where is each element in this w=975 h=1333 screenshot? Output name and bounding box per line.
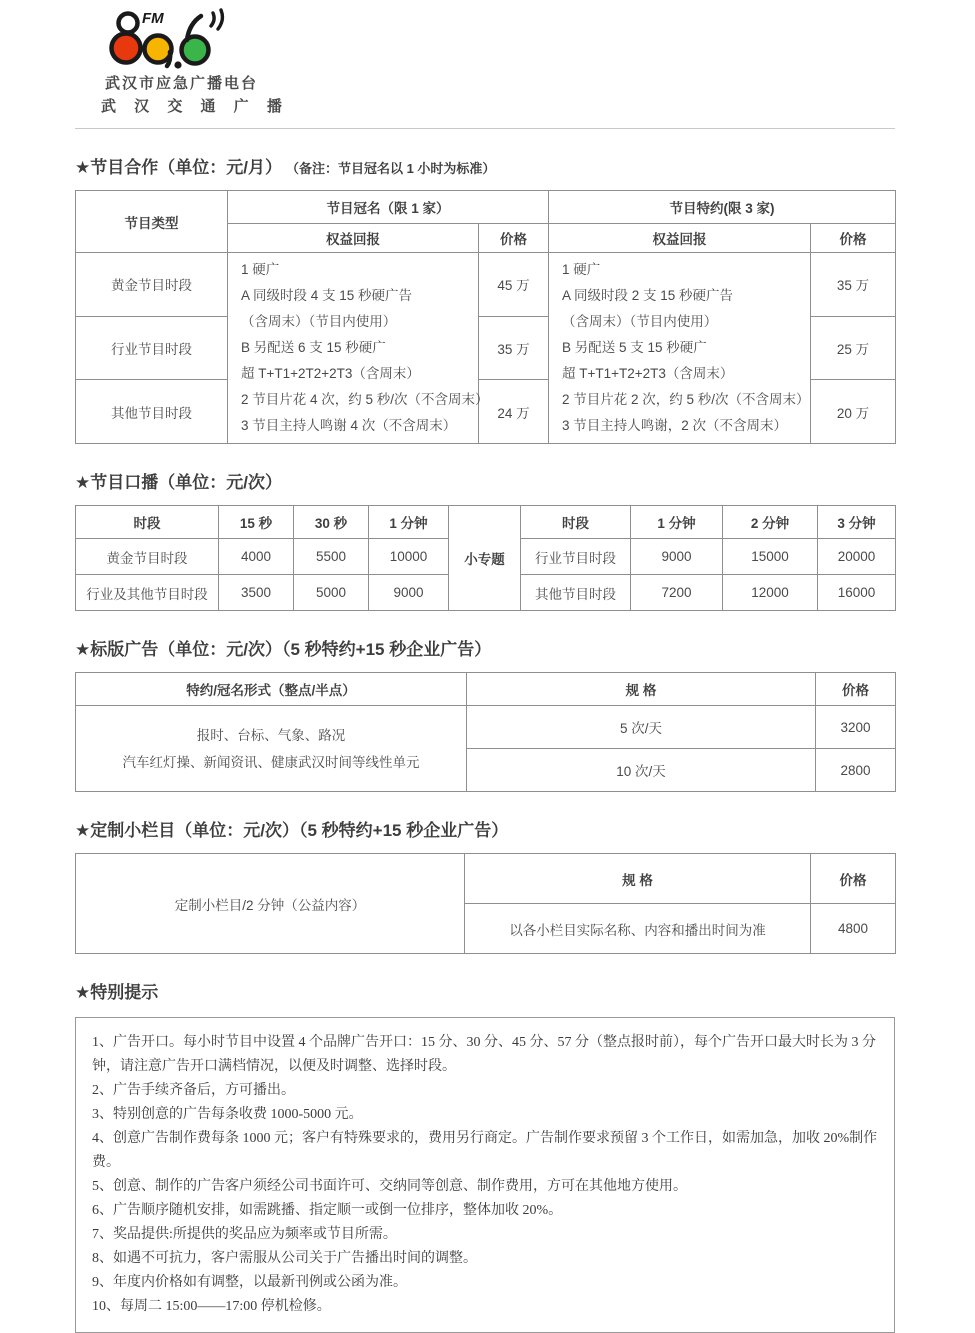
section-program-oral-title-row [75, 468, 895, 493]
special-price-header: 价格 [811, 224, 896, 253]
benefit-line: B 另配送 6 支 15 秒硬广 [241, 340, 386, 355]
custom-spec-value: 以各小栏目实际名称、内容和播出时间为准 [465, 904, 811, 954]
program-type-other: 其他节目时段 [76, 380, 228, 444]
note-item-10: 10、每周二 15:00——17:00 停机检修。 [92, 1299, 331, 1314]
special-benefit-header: 权益回报 [549, 224, 811, 253]
logo-digit9-yellow-circle [145, 36, 172, 63]
station-header [85, 0, 895, 116]
benefit-line: 超 T+T1+T2+2T3（含周末） [562, 366, 734, 381]
fm896-logo-icon [85, 8, 235, 70]
custom-spec-header: 规 格 [465, 854, 811, 904]
oral-middle-label: 小专题 [449, 506, 521, 611]
naming-price-gold: 45 万 [479, 253, 549, 317]
custom-column-left-label: 定制小栏目/2 分钟（公益内容） [76, 854, 465, 954]
oral-right-header-1min: 1 分钟 [631, 506, 723, 539]
section-standard-ad-title-row [75, 635, 895, 660]
naming-price-industry: 35 万 [479, 316, 549, 380]
table-row [76, 706, 896, 749]
standard-form-line1: 报时、台标、气象、路况 [196, 727, 346, 743]
benefit-line: A 同级时段 2 支 15 秒硬广告 [562, 288, 734, 303]
oral-left-header-15s: 15 秒 [219, 506, 294, 539]
oral-cell: 行业节目时段 [521, 539, 631, 575]
custom-price-header: 价格 [811, 854, 896, 904]
benefit-line: 2 节目片花 2 次，约 5 秒/次（不含周末） [562, 392, 810, 407]
oral-cell: 7200 [631, 575, 723, 611]
oral-left-header-1min: 1 分钟 [369, 506, 449, 539]
custom-price-value: 4800 [811, 904, 896, 954]
standard-spec-header: 规 格 [467, 673, 816, 706]
notes-title: ★特别提示 [75, 983, 159, 1002]
benefit-line: 2 节目片花 4 次，约 5 秒/次（不含周末） [241, 392, 489, 407]
section-custom-column-title-row [75, 816, 895, 841]
oral-cell: 3500 [219, 575, 294, 611]
note-item-9: 9、年度内价格如有调整，以最新刊例或公函为准。 [92, 1275, 407, 1290]
standard-form-cell [76, 706, 467, 792]
oral-left-header-slot: 时段 [76, 506, 219, 539]
logo-wave2-icon [218, 10, 222, 29]
special-benefits-cell [549, 253, 811, 444]
note-item-2: 2、广告手续齐备后，方可播出。 [92, 1083, 295, 1098]
oral-cell: 9000 [631, 539, 723, 575]
benefit-line: 超 T+T1+2T2+2T3（含周末） [241, 366, 420, 381]
program-coop-table [75, 190, 896, 444]
oral-cell: 5500 [294, 539, 369, 575]
special-price-gold: 35 万 [811, 253, 896, 317]
logo-decimal-dot [174, 61, 181, 68]
header-divider [75, 128, 895, 129]
col-header-naming: 节目冠名（限 1 家） [228, 191, 549, 224]
logo-fm-text: FM [142, 10, 164, 27]
oral-right-header-3min: 3 分钟 [818, 506, 896, 539]
custom-column-table [75, 853, 896, 954]
oral-cell: 20000 [818, 539, 896, 575]
special-price-other: 20 万 [811, 380, 896, 444]
program-type-gold: 黄金节目时段 [76, 253, 228, 317]
standard-price-10: 2800 [816, 749, 896, 792]
naming-price-header: 价格 [479, 224, 549, 253]
oral-cell: 10000 [369, 539, 449, 575]
col-header-special: 节目特约(限 3 家) [549, 191, 896, 224]
page-content [75, 0, 895, 1333]
oral-left-header-30s: 30 秒 [294, 506, 369, 539]
note-item-5: 5、创意、制作的广告客户须经公司书面许可、交纳同等创意、制作费用，方可在其他地方使用。 [92, 1179, 687, 1194]
oral-cell: 黄金节目时段 [76, 539, 219, 575]
standard-spec-5: 5 次/天 [467, 706, 816, 749]
program-oral-title: ★节目口播（单位：元/次） [75, 473, 282, 492]
benefit-line: 1 硬广 [562, 262, 601, 277]
oral-right-header-2min: 2 分钟 [723, 506, 818, 539]
benefit-line: （含周末）（节目内使用） [241, 314, 397, 329]
standard-ad-table [75, 672, 896, 792]
special-notes-box [75, 1017, 895, 1333]
benefit-line: B 另配送 5 支 15 秒硬广 [562, 340, 707, 355]
benefit-line: 3 节目主持人鸣谢，2 次（不含周末） [562, 418, 788, 433]
naming-price-other: 24 万 [479, 380, 549, 444]
station-name-line1: 武汉市应急广播电台 [105, 75, 259, 92]
benefit-line: 1 硬广 [241, 262, 280, 277]
custom-column-title: ★定制小栏目（单位：元/次）（5 秒特约+15 秒企业广告） [75, 821, 509, 840]
logo-digit8-top-ring [119, 14, 138, 33]
note-item-7: 7、奖品提供:所提供的奖品应为频率或节目所需。 [92, 1227, 397, 1242]
program-coop-title: ★节目合作（单位：元/月） [75, 158, 282, 177]
program-oral-table [75, 505, 896, 611]
special-price-industry: 25 万 [811, 316, 896, 380]
standard-spec-10: 10 次/天 [467, 749, 816, 792]
benefit-line: （含周末）（节目内使用） [562, 314, 718, 329]
standard-price-5: 3200 [816, 706, 896, 749]
table-row [76, 253, 896, 317]
logo-digit8-red-circle [112, 34, 141, 63]
note-item-8: 8、如遇不可抗力，客户需服从公司关于广告播出时间的调整。 [92, 1251, 477, 1266]
section-notes-title-row [75, 978, 895, 1003]
note-item-3: 3、特别创意的广告每条收费 1000-5000 元。 [92, 1107, 363, 1122]
naming-benefits-cell [228, 253, 489, 444]
program-coop-subnote: （备注：节目冠名以 1 小时为标准） [285, 161, 496, 176]
oral-cell: 其他节目时段 [521, 575, 631, 611]
benefit-line: 3 节目主持人鸣谢 4 次（不含周末） [241, 418, 457, 433]
program-type-industry: 行业节目时段 [76, 316, 228, 380]
naming-benefit-header: 权益回报 [228, 224, 479, 253]
oral-cell: 12000 [723, 575, 818, 611]
oral-cell: 5000 [294, 575, 369, 611]
standard-price-header: 价格 [816, 673, 896, 706]
note-item-4: 4、创意广告制作费每条 1000 元；客户有特殊要求的，费用另行商定。广告制作要求预留 3 个工作日，如需加急，加收 20%制作费。 [92, 1131, 878, 1170]
oral-cell: 行业及其他节目时段 [76, 575, 219, 611]
logo-wave1-icon [211, 13, 214, 26]
standard-form-header: 特约/冠名形式（整点/半点） [76, 673, 467, 706]
note-item-6: 6、广告顺序随机安排，如需跳播、指定顺一或倒一位排序，整体加收 20%。 [92, 1203, 563, 1218]
standard-form-line2: 汽车红灯操、新闻资讯、健康武汉时间等线性单元 [122, 754, 420, 770]
oral-right-header-slot: 时段 [521, 506, 631, 539]
section-program-coop-title-row [75, 153, 895, 178]
oral-cell: 15000 [723, 539, 818, 575]
benefit-line: A 同级时段 4 支 15 秒硬广告 [241, 288, 413, 303]
station-name-line2: 武 汉 交 通 广 播 [101, 98, 289, 115]
oral-cell: 9000 [369, 575, 449, 611]
note-item-1: 1、广告开口。每小时节目中设置 4 个品牌广告开口：15 分、30 分、45 分、57 分（整点报时前），每个广告开口最大时长为 3 分钟，请注意广告开口满档情况，以便及时调整、选择时段。 [92, 1035, 876, 1074]
oral-cell: 4000 [219, 539, 294, 575]
standard-ad-title: ★标版广告（单位：元/次）（5 秒特约+15 秒企业广告） [75, 640, 492, 659]
col-header-program-type: 节目类型 [76, 191, 228, 253]
oral-cell: 16000 [818, 575, 896, 611]
